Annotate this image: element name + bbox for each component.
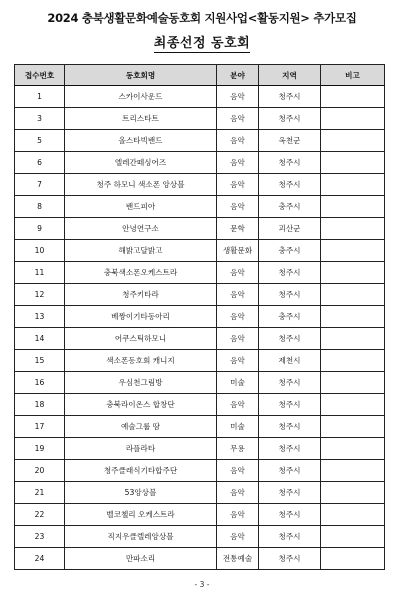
table-header-row [15,65,385,86]
cell-remarks [321,482,385,504]
cell-field: 음악 [217,306,259,328]
cell-club-name: 우심천그림방 [65,372,217,394]
cell-remarks [321,394,385,416]
cell-remarks [321,174,385,196]
header-remarks: 비고 [321,65,385,86]
table-row [15,152,385,174]
table-row [15,372,385,394]
table-row [15,548,385,570]
table-row [15,108,385,130]
cell-region: 충주시 [259,306,321,328]
cell-receipt-number: 7 [15,174,65,196]
table-row [15,130,385,152]
cell-remarks [321,460,385,482]
table-row [15,86,385,108]
cell-remarks [321,372,385,394]
cell-remarks [321,86,385,108]
table-row [15,416,385,438]
cell-club-name: 53앙상블 [65,482,217,504]
cell-remarks [321,130,385,152]
cell-field: 미술 [217,416,259,438]
cell-receipt-number: 24 [15,548,65,570]
cell-remarks [321,548,385,570]
cell-field: 음악 [217,394,259,416]
cell-region: 청주시 [259,438,321,460]
cell-club-name: 직지우클렐레앙상블 [65,526,217,548]
cell-remarks [321,306,385,328]
cell-field: 음악 [217,482,259,504]
cell-club-name: 올스타빅밴드 [65,130,217,152]
cell-receipt-number: 18 [15,394,65,416]
cell-field: 미술 [217,372,259,394]
cell-remarks [321,350,385,372]
cell-club-name: 트리스타트 [65,108,217,130]
table-row [15,394,385,416]
cell-field: 음악 [217,174,259,196]
cell-region: 청주시 [259,372,321,394]
cell-field: 음악 [217,284,259,306]
cell-club-name: 베짱이기타동아리 [65,306,217,328]
cell-region: 청주시 [259,152,321,174]
cell-remarks [321,526,385,548]
cell-field: 음악 [217,196,259,218]
table-row [15,196,385,218]
cell-club-name: 스카이사운드 [65,86,217,108]
cell-field: 전통예술 [217,548,259,570]
table-row [15,482,385,504]
cell-field: 음악 [217,86,259,108]
cell-region: 청주시 [259,284,321,306]
subtitle-text: 최종선정 동호회 [153,36,251,51]
cell-receipt-number: 22 [15,504,65,526]
cell-remarks [321,504,385,526]
table-row [15,526,385,548]
header-club-name: 동호회명 [65,65,217,86]
header-field: 분야 [217,65,259,86]
cell-field: 음악 [217,130,259,152]
cell-receipt-number: 3 [15,108,65,130]
cell-receipt-number: 14 [15,328,65,350]
cell-remarks [321,240,385,262]
cell-club-name: 충북라이온스 합창단 [65,394,217,416]
cell-field: 음악 [217,504,259,526]
cell-remarks [321,262,385,284]
cell-field: 음악 [217,108,259,130]
cell-field: 문학 [217,218,259,240]
table-row [15,460,385,482]
cell-region: 충주시 [259,196,321,218]
cell-receipt-number: 13 [15,306,65,328]
cell-field: 음악 [217,328,259,350]
cell-club-name: 청주클래식기타합주단 [65,460,217,482]
header-region: 지역 [259,65,321,86]
document-subtitle [0,32,404,51]
cell-club-name: 예술그룹 땀 [65,416,217,438]
table-row [15,504,385,526]
cell-region: 충주시 [259,240,321,262]
cell-region: 청주시 [259,460,321,482]
table-row [15,262,385,284]
cell-receipt-number: 12 [15,284,65,306]
cell-receipt-number: 10 [15,240,65,262]
cell-region: 청주시 [259,174,321,196]
cell-club-name: 해밝고달밝고 [65,240,217,262]
cell-remarks [321,196,385,218]
cell-region: 청주시 [259,86,321,108]
cell-club-name: 엘레간떼싱어즈 [65,152,217,174]
cell-club-name: 어쿠스틱하모니 [65,328,217,350]
cell-field: 음악 [217,350,259,372]
table-row [15,438,385,460]
table-row [15,284,385,306]
cell-remarks [321,108,385,130]
cell-club-name: 벨코첼리 오케스트라 [65,504,217,526]
cell-field: 무용 [217,438,259,460]
cell-region: 제천시 [259,350,321,372]
cell-club-name: 색소폰동호회 캐니지 [65,350,217,372]
cell-field: 음악 [217,460,259,482]
table-row [15,328,385,350]
cell-club-name: 청주키타라 [65,284,217,306]
cell-remarks [321,284,385,306]
cell-club-name: 충북색소폰오케스트라 [65,262,217,284]
cell-receipt-number: 11 [15,262,65,284]
header-receipt-number: 접수번호 [15,65,65,86]
cell-remarks [321,416,385,438]
cell-club-name: 밴드피아 [65,196,217,218]
cell-region: 청주시 [259,108,321,130]
cell-remarks [321,152,385,174]
cell-receipt-number: 6 [15,152,65,174]
cell-receipt-number: 17 [15,416,65,438]
cell-receipt-number: 20 [15,460,65,482]
cell-region: 청주시 [259,504,321,526]
cell-receipt-number: 23 [15,526,65,548]
cell-receipt-number: 8 [15,196,65,218]
cell-region: 청주시 [259,262,321,284]
cell-remarks [321,218,385,240]
selection-table [14,64,385,570]
cell-region: 청주시 [259,526,321,548]
page-number: - 3 - [194,580,210,589]
cell-field: 음악 [217,262,259,284]
cell-receipt-number: 16 [15,372,65,394]
cell-receipt-number: 19 [15,438,65,460]
cell-club-name: 안녕연구소 [65,218,217,240]
cell-remarks [321,328,385,350]
cell-receipt-number: 9 [15,218,65,240]
table-row [15,350,385,372]
cell-field: 음악 [217,526,259,548]
cell-field: 생활문화 [217,240,259,262]
cell-region: 옥천군 [259,130,321,152]
cell-club-name: 라플라타 [65,438,217,460]
cell-receipt-number: 21 [15,482,65,504]
cell-field: 음악 [217,152,259,174]
table-row [15,306,385,328]
table-row [15,218,385,240]
cell-region: 청주시 [259,548,321,570]
cell-region: 청주시 [259,482,321,504]
cell-region: 청주시 [259,394,321,416]
cell-region: 청주시 [259,416,321,438]
cell-region: 청주시 [259,328,321,350]
document-title: 2024 충북생활문화예술동호회 지원사업<활동지원> 추가모집 [47,11,357,25]
cell-club-name: 청주 하모니 색소폰 앙상블 [65,174,217,196]
table-row [15,240,385,262]
cell-club-name: 만파소리 [65,548,217,570]
cell-region: 괴산군 [259,218,321,240]
cell-receipt-number: 5 [15,130,65,152]
cell-receipt-number: 15 [15,350,65,372]
table-body [15,86,385,570]
cell-remarks [321,438,385,460]
table-row [15,174,385,196]
cell-receipt-number: 1 [15,86,65,108]
